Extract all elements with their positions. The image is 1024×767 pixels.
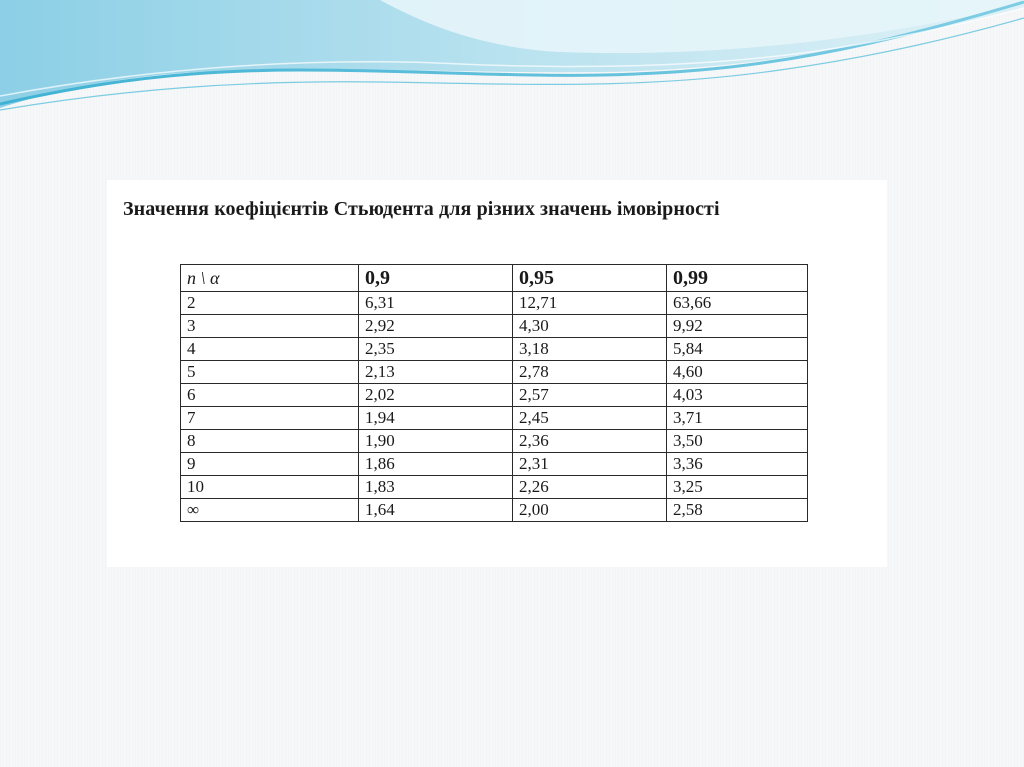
table-cell: 2,00: [513, 499, 667, 522]
table-cell: 2,57: [513, 384, 667, 407]
table-cell: 6,31: [359, 292, 513, 315]
column-header: 0,9: [359, 265, 513, 292]
table-cell: 1,86: [359, 453, 513, 476]
table-cell: 4,03: [667, 384, 808, 407]
row-n: 5: [181, 361, 359, 384]
table-row: [181, 453, 808, 476]
table-row: [181, 315, 808, 338]
table-cell: 3,36: [667, 453, 808, 476]
column-header: 0,99: [667, 265, 808, 292]
table-row: [181, 476, 808, 499]
table-cell: 2,31: [513, 453, 667, 476]
table-cell: 1,83: [359, 476, 513, 499]
row-n: 7: [181, 407, 359, 430]
wave-header-decoration: [0, 0, 1024, 120]
table-cell: 3,25: [667, 476, 808, 499]
table-cell: 12,71: [513, 292, 667, 315]
table-cell: 63,66: [667, 292, 808, 315]
table-cell: 2,13: [359, 361, 513, 384]
corner-header: n \ α: [181, 265, 359, 292]
table-cell: 2,92: [359, 315, 513, 338]
row-n: 10: [181, 476, 359, 499]
table-cell: 5,84: [667, 338, 808, 361]
table-row: [181, 430, 808, 453]
table-cell: 1,90: [359, 430, 513, 453]
table-row: [181, 499, 808, 522]
table-cell: 9,92: [667, 315, 808, 338]
row-n: 4: [181, 338, 359, 361]
table-cell: 3,18: [513, 338, 667, 361]
table-row: [181, 384, 808, 407]
column-header: 0,95: [513, 265, 667, 292]
table-cell: 2,58: [667, 499, 808, 522]
row-n: 6: [181, 384, 359, 407]
table-cell: 2,36: [513, 430, 667, 453]
row-n: ∞: [181, 499, 359, 522]
table-cell: 1,64: [359, 499, 513, 522]
row-n: 8: [181, 430, 359, 453]
row-n: 3: [181, 315, 359, 338]
table-header-row: [181, 265, 808, 292]
table-row: [181, 407, 808, 430]
table-row: [181, 361, 808, 384]
table-row: [181, 338, 808, 361]
table-cell: 4,30: [513, 315, 667, 338]
table-cell: 2,26: [513, 476, 667, 499]
table-cell: 3,50: [667, 430, 808, 453]
table-cell: 2,35: [359, 338, 513, 361]
table-cell: 1,94: [359, 407, 513, 430]
table-cell: 2,45: [513, 407, 667, 430]
row-n: 2: [181, 292, 359, 315]
table-cell: 3,71: [667, 407, 808, 430]
table-cell: 2,78: [513, 361, 667, 384]
table-row: [181, 292, 808, 315]
row-n: 9: [181, 453, 359, 476]
table-cell: 4,60: [667, 361, 808, 384]
table-cell: 2,02: [359, 384, 513, 407]
student-coefficients-table: [180, 264, 808, 522]
table-title: Значення коефіцієнтів Стьюдента для різних значень імовірності: [123, 198, 720, 220]
